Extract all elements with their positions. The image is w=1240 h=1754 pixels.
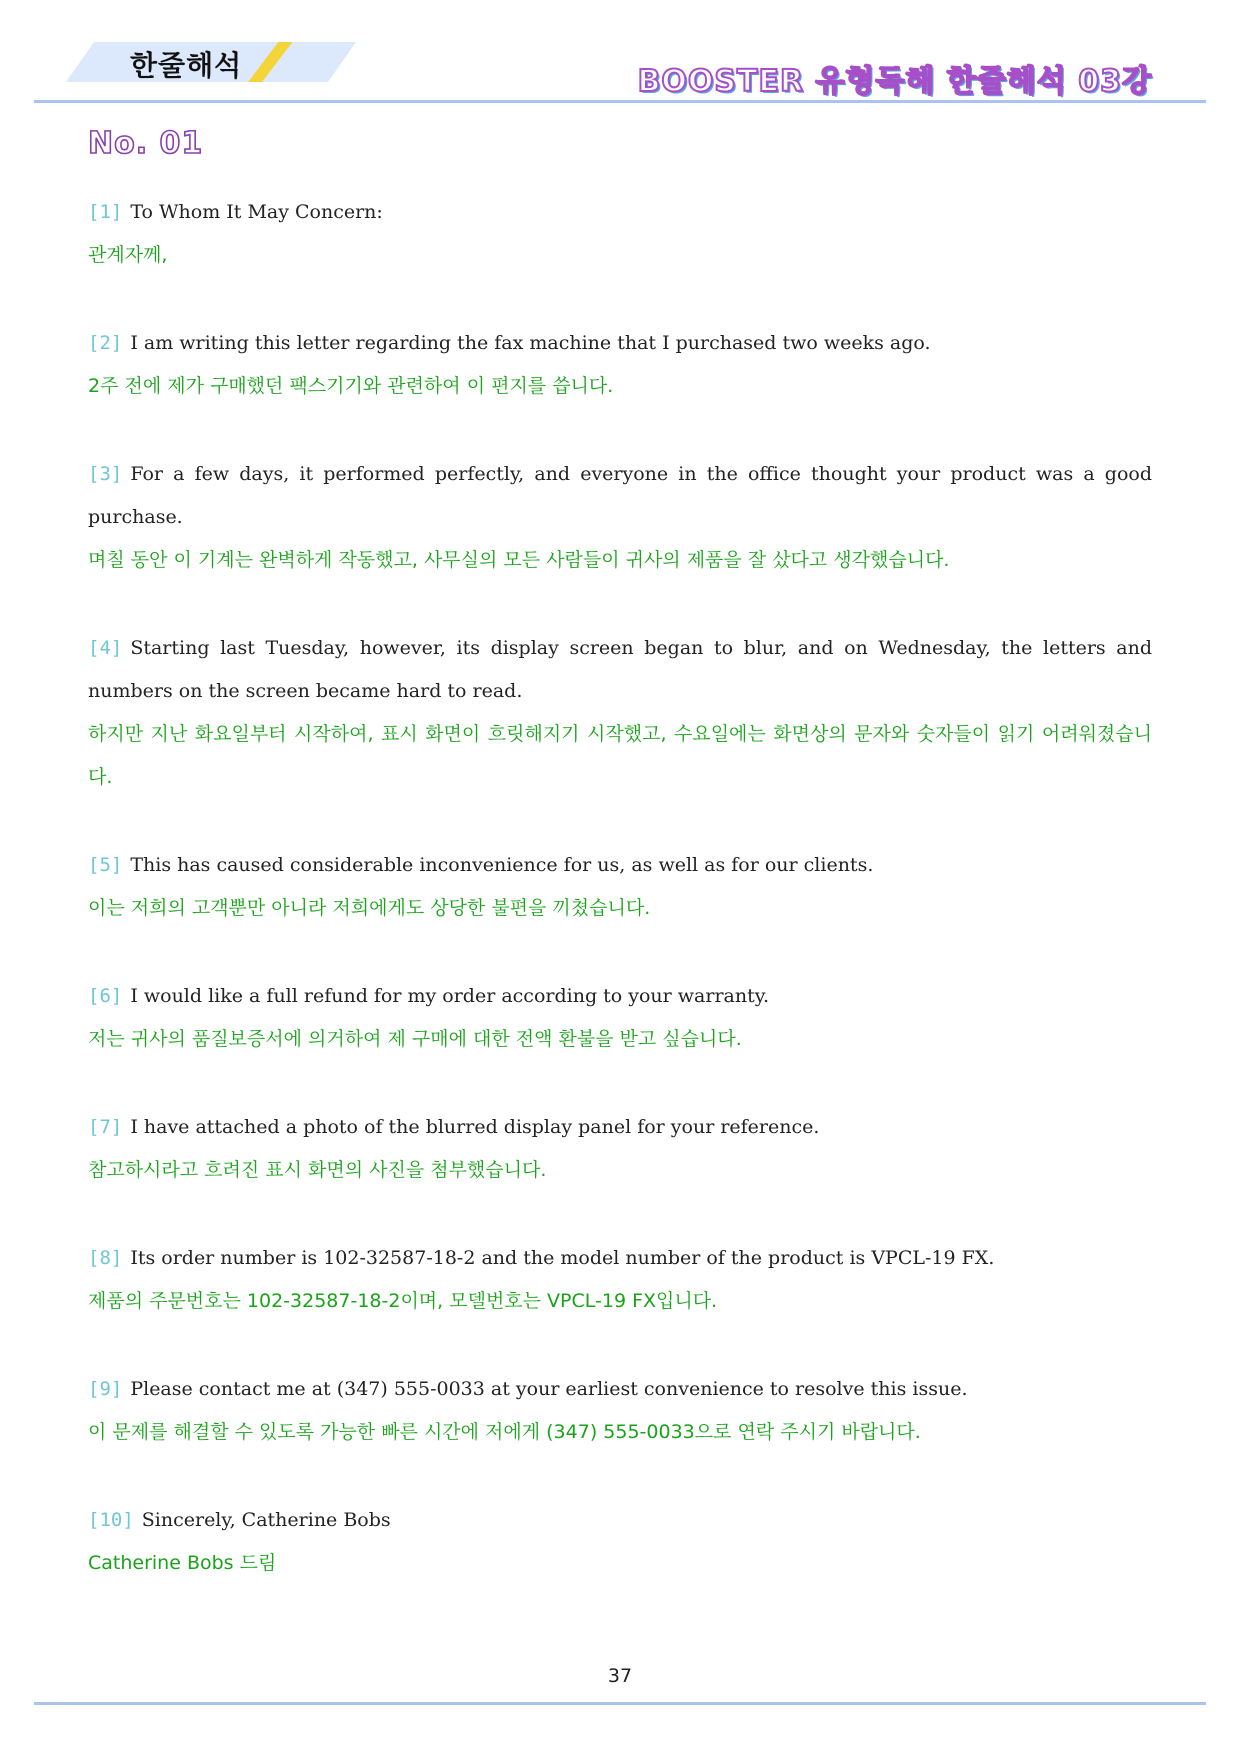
translation-list (88, 191, 1152, 1630)
english-text: I am writing this letter regarding the fax machine that I purchased two weeks ago. (130, 332, 931, 354)
english-text: I have attached a photo of the blurred display panel for your reference. (130, 1116, 820, 1138)
list-item (88, 975, 1152, 1061)
list-item (88, 1499, 1152, 1585)
korean-translation: 참고하시라고 흐려진 표시 화면의 사진을 첨부했습니다. (88, 1159, 547, 1181)
sentence-number: [1] (88, 201, 123, 223)
page-number: 37 (607, 1665, 633, 1687)
list-item (88, 322, 1152, 408)
english-sentence (88, 1237, 1152, 1280)
english-text: This has caused considerable inconvenience for us, as well as for our clients. (130, 854, 874, 876)
english-sentence (88, 453, 1152, 539)
list-item (88, 1368, 1152, 1454)
footer-divider (34, 1702, 1206, 1705)
list-item (88, 453, 1152, 582)
korean-translation: Catherine Bobs 드림 (88, 1552, 277, 1574)
english-sentence (88, 322, 1152, 365)
header-divider (34, 100, 1206, 103)
english-sentence (88, 1106, 1152, 1149)
sentence-number: [6] (88, 985, 123, 1007)
korean-translation: 제품의 주문번호는 102-32587-18-2이며, 모델번호는 VPCL-19 FX입니다. (88, 1290, 718, 1312)
sentence-number: [8] (88, 1247, 123, 1269)
english-text: Starting last Tuesday, however, its display screen began to blur, and on Wednesday, the letters and numbers on the screen became hard to read. (88, 637, 1152, 702)
sentence-number: [7] (88, 1116, 123, 1138)
korean-translation: 이는 저희의 고객뿐만 아니라 저희에게도 상당한 불편을 끼쳤습니다. (88, 897, 651, 919)
english-text: For a few days, it performed perfectly, and everyone in the office thought your product was a good purchase. (88, 463, 1152, 528)
korean-translation: 이 문제를 해결할 수 있도록 가능한 빠른 시간에 저에게 (347) 555-0033으로 연락 주시기 바랍니다. (88, 1421, 921, 1443)
english-text: Please contact me at (347) 555-0033 at your earliest convenience to resolve this issue. (130, 1378, 968, 1400)
section-number: No. 01 (88, 126, 204, 161)
english-sentence (88, 191, 1152, 234)
korean-translation: 관계자께, (88, 244, 168, 266)
course-title: BOOSTER 유형독해 한줄해석 03강 (637, 64, 1152, 99)
english-text: Its order number is 102-32587-18-2 and the model number of the product is VPCL-19 FX. (130, 1247, 995, 1269)
english-sentence (88, 627, 1152, 713)
list-item (88, 191, 1152, 277)
sentence-number: [9] (88, 1378, 123, 1400)
korean-translation: 하지만 지난 화요일부터 시작하여, 표시 화면이 흐릿해지기 시작했고, 수요일에는 화면상의 문자와 숫자들이 읽기 어려워졌습니다. (88, 723, 1152, 788)
sentence-number: [5] (88, 854, 123, 876)
list-item (88, 627, 1152, 799)
english-text: I would like a full refund for my order according to your warranty. (130, 985, 769, 1007)
korean-translation: 며칠 동안 이 기계는 완벽하게 작동했고, 사무실의 모든 사람들이 귀사의 제품을 잘 샀다고 생각했습니다. (88, 549, 950, 571)
sentence-number: [3] (88, 463, 123, 485)
sentence-number: [10] (88, 1509, 134, 1531)
english-sentence (88, 1499, 1152, 1542)
list-item (88, 1237, 1152, 1323)
english-sentence (88, 1368, 1152, 1411)
sentence-number: [4] (88, 637, 123, 659)
english-sentence (88, 844, 1152, 887)
header-tab-label: 한줄해석 (130, 49, 243, 82)
sentence-number: [2] (88, 332, 123, 354)
list-item (88, 844, 1152, 930)
header-tab (66, 42, 356, 82)
list-item (88, 1106, 1152, 1192)
english-sentence (88, 975, 1152, 1018)
korean-translation: 2주 전에 제가 구매했던 팩스기기와 관련하여 이 편지를 씁니다. (88, 375, 614, 397)
english-text: To Whom It May Concern: (130, 201, 383, 223)
korean-translation: 저는 귀사의 품질보증서에 의거하여 제 구매에 대한 전액 환불을 받고 싶습니다. (88, 1028, 742, 1050)
english-text: Sincerely, Catherine Bobs (141, 1509, 391, 1531)
